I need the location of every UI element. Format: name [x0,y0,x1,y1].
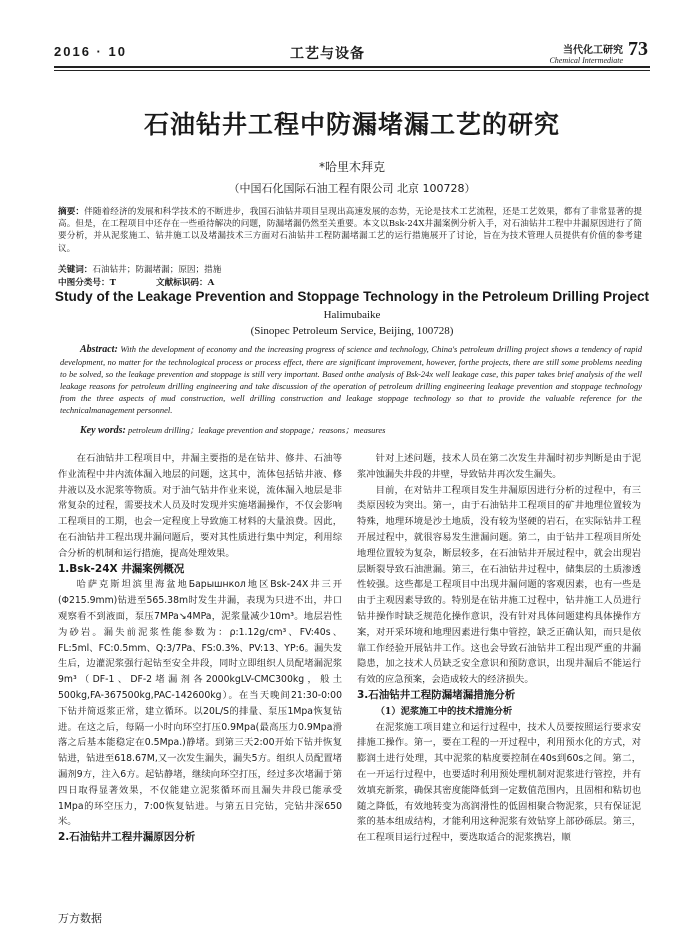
clc-label: 中图分类号： [58,278,110,288]
section-2-heading: 2.石油钻井工程井漏原因分析 [58,831,196,844]
journal-name-cn: 当代化工研究 [563,45,623,56]
intro-paragraph: 在石油钻井工程项目中，井漏主要指的是在钻井、修井、石油等作业流程中井内流体漏入地层的问题，这其中，流体包括钻井液、修井液以及水泥浆等物质。对于油气钻井作业来说，流体漏入地层是非常复杂的过程，需要技术人员及时发现并实施堵漏操作，不仅会影响工程项目的工期，也会一定程度上导致施工材料的大量浪费。因此，在石油钻井工程出现井漏问题后，要对其性质进行集中判定，利用综合分析的机制和运行措施，提高处理效果。 [58,453,342,559]
section-1-paragraph: 哈萨克斯坦滨里海盆地Барышнкол地区Bsk-24X井三开(Φ215.9mm)钻进至565.38m时发生井漏，表现为只进不出，井口观察看不到液面，泵压7MPa↘4MPa，泥浆量减少10m³。地层岩性为砂岩。漏失前泥浆性能参数为：ρ:1.12g/cm³、FV:40s、FL:5ml、FC:0.5mm、Q:3/7Pa、FS:0.3%、PV:13、YP:6。漏失发生后，边灌泥浆强行起钻至安全井段，同时立即组织人员配堵漏泥浆9m³（DF-1、DF-2堵漏剂各2000kgLV-CMC300kg，般土500kg,FA-367500kg,PAC-142600kg）。在当天晚间21:30-0:00下钻并简返浆正常，建立循环。以20L/S的排量、泵压1Mpa恢复钻进。在这之后，每隔一小时向环空打压0.9Mpa(最高压力0.9Mpa滑落之后基本能稳定在0.5Mpa.)静堵。到第三天2:00开始下钻并恢复钻进，钻进至618.67M,又一次发生漏失，漏失5方。组织人员配置堵漏剂9方，注入6方。起钻静堵，继续向环空打压，经过多次堵漏于第四日取得显著效果，不仅能建立泥浆循环而且漏失井段已能承受1Mpa的环空压力，7:00恢复钻进。与第五日完钻，完钻井深650米。 [58,579,342,828]
footer-watermark: 万方数据 [58,912,102,925]
body-column-right [357,451,641,846]
classification-cn [58,276,642,288]
section-3-heading: 3.石油钻井工程防漏堵漏措施分析 [357,688,516,701]
keywords-cn-text: 石油钻井；防漏堵漏；原因；措施 [92,265,222,275]
section-label: 工艺与设备 [290,46,365,62]
paragraph-1: 针对上述问题，技术人员在第二次发生井漏时初步判断是由于泥浆冲蚀漏失井段的井壁，导致钻井再次发生漏失。 [357,453,641,480]
doc-code-label: 文献标识码： [155,278,208,288]
paragraph-3: 在泥浆施工项目建立和运行过程中，技术人员要按照运行要求安排施工操作。第一，要在工程的一开过程中，利用预水化的方式，对膨润土进行处理，其中泥浆的粘度要控制在40s到60s之间。第二，在一开运行过程中，也要适时利用预处理机制对泥浆进行管控，并有效填充新浆，确保其密度能降低到一定数值范围内，且固相和粘切也随之降低，有效地转变为高润滑性的低固相聚合物泥浆，只有保证泥浆的基本组成结构，才能利用这种泥浆有效钻穿上部砂砾层。第三，在工程项目运行过程中，要选取适合的泥浆携岩，顺 [357,721,641,844]
abstract-en-text: With the development of economy and the increasing progress of science and technology, China's petroleum drilling project shows a tendency of rapid development, no matter for the technological process or process effect, there are significant improvement, however, forthe projects, there are still some problems needing to be solved, so the leakage prevention and stoppage is still very important. Based onthe analysis of Bsk-24x well leakage case, this paper takes brief analysis of the well leakage reasons for petroleum drilling engineering and take discussion of the operation of petroleum drilling engineering leakage prevention and stoppage technology from the three aspects of mud construction, well drilling construction and leakage stoppage technology so that to provide the valuable reference for the technicalmanagement personnel. [60,344,642,416]
clc-value: T [109,278,116,288]
doc-code-value: A [207,278,215,288]
abstract-en: Abstract: With the development of economy and the increasing progress of science and technology, China's petroleum drilling project shows a tendency of rapid development, no matter for the technological process or process effect, there are significant improvement, however, forthe projects, there are still some problems needing to be solved, so the leakage prevention and stoppage is still very important. Based onthe analysis of Bsk-24x well leakage case, this paper takes brief analysis of the well leakage reasons for petroleum drilling engineering and take discussion of the operation of petroleum drilling engineering leakage prevention and stoppage technology from the three aspects of mud construction, well drilling construction and leakage stoppage technology so that to provide the valuable reference for the technicalmanagement personnel. [60,344,642,416]
keywords-cn-label: 关键词： [58,265,93,275]
author-cn: *哈里木拜克 [318,160,385,174]
keywords-en-text: petroleum drilling；leakage prevention and stoppage；reasons；measures [127,425,386,435]
subsection-1-heading: （1）泥浆施工中的技术措施分析 [375,705,513,717]
keywords-en-label: Key words [80,425,123,436]
header-rule-thick [54,66,650,68]
paragraph-2: 目前，在对钻井工程项目发生井漏原因进行分析的过程中，有三类原因较为突出。第一，由于石油钻井工程项目的矿井地理位置较为特殊，地理环境是沙土地质，没有较为坚硬的岩石，在实际钻井工程开展过程中，就很容易发生泄漏问题。第二，由于钻井工程项目所处地理位置较为复杂，断层较多，在石油钻井开展过程中，就会出现岩层断裂导致石油泄漏。第三，在石油钻井过程中，储集层的土质渗透性较强。这些都是工程项目中出现井漏问题的客观因素，也有一些是由于主观因素导致的。特别是在钻井施工过程中，钻井施工人员进行钻井操作时缺乏规范化操作意识，没有针对具体问题建构具体操作方案，对开采环境和地理因素进行集中管控，缺乏正确认知，而只是依靠工作经验开展钻井工作。这也会导致石油钻井工程出现严重的井漏隐患，加之技术人员缺乏安全意识和预防意识，出现井漏后不能运行有效的应急预案，会造成较大的经济损失。 [357,484,641,686]
header-rule-thin [54,70,650,71]
journal-name-en: Chemical Intermediate [549,56,623,65]
issue-label: 2016 · 10 [54,44,127,59]
section-1-heading: 1.Bsk-24X 井漏案例概况 [58,562,185,575]
paper-title-cn: 石油钻井工程中防漏堵漏工艺的研究 [143,110,560,139]
abstract-cn [58,206,642,255]
abstract-cn-text: 伴随着经济的发展和科学技术的不断进步，我国石油钻井项目呈现出高速发展的态势，无论是技术工艺流程，还是工艺效果，都有了非常显著的提高。但是，在工程项目中还存在一些亟待解决的问题，防漏堵漏仍然至关重要。本文以Bsk-24X井漏案例分析入手，对石油钻井工程中井漏原因进行了简要分析，并从泥浆施工、钻井施工以及堵漏技术三方面对石油钻井工程防漏堵漏工艺的运行措施展开了讨论，旨在为技术管理人员提供有价值的参考建议。 [58,207,642,254]
journal-name [527,41,623,65]
abstract-en-label: Abstract [80,344,115,355]
affiliation-cn: （中国石化国际石油工程有限公司 北京 100728） [228,182,476,195]
body-column-left [58,451,342,846]
keywords-en: Key words: petroleum drilling；leakage prevention and stoppage；reasons；measures [80,425,386,436]
author-en: Halimubaike [323,309,381,321]
paper-title-en: Study of the Leakage Prevention and Stoppage Technology in the Petroleum Drilling Project [54,289,650,304]
affiliation-en: (Sinopec Petroleum Service, Beijing, 100728) [250,325,454,337]
keywords-cn [58,263,642,275]
abstract-cn-label: 摘要： [58,207,85,217]
page-number: 73 [628,38,648,60]
